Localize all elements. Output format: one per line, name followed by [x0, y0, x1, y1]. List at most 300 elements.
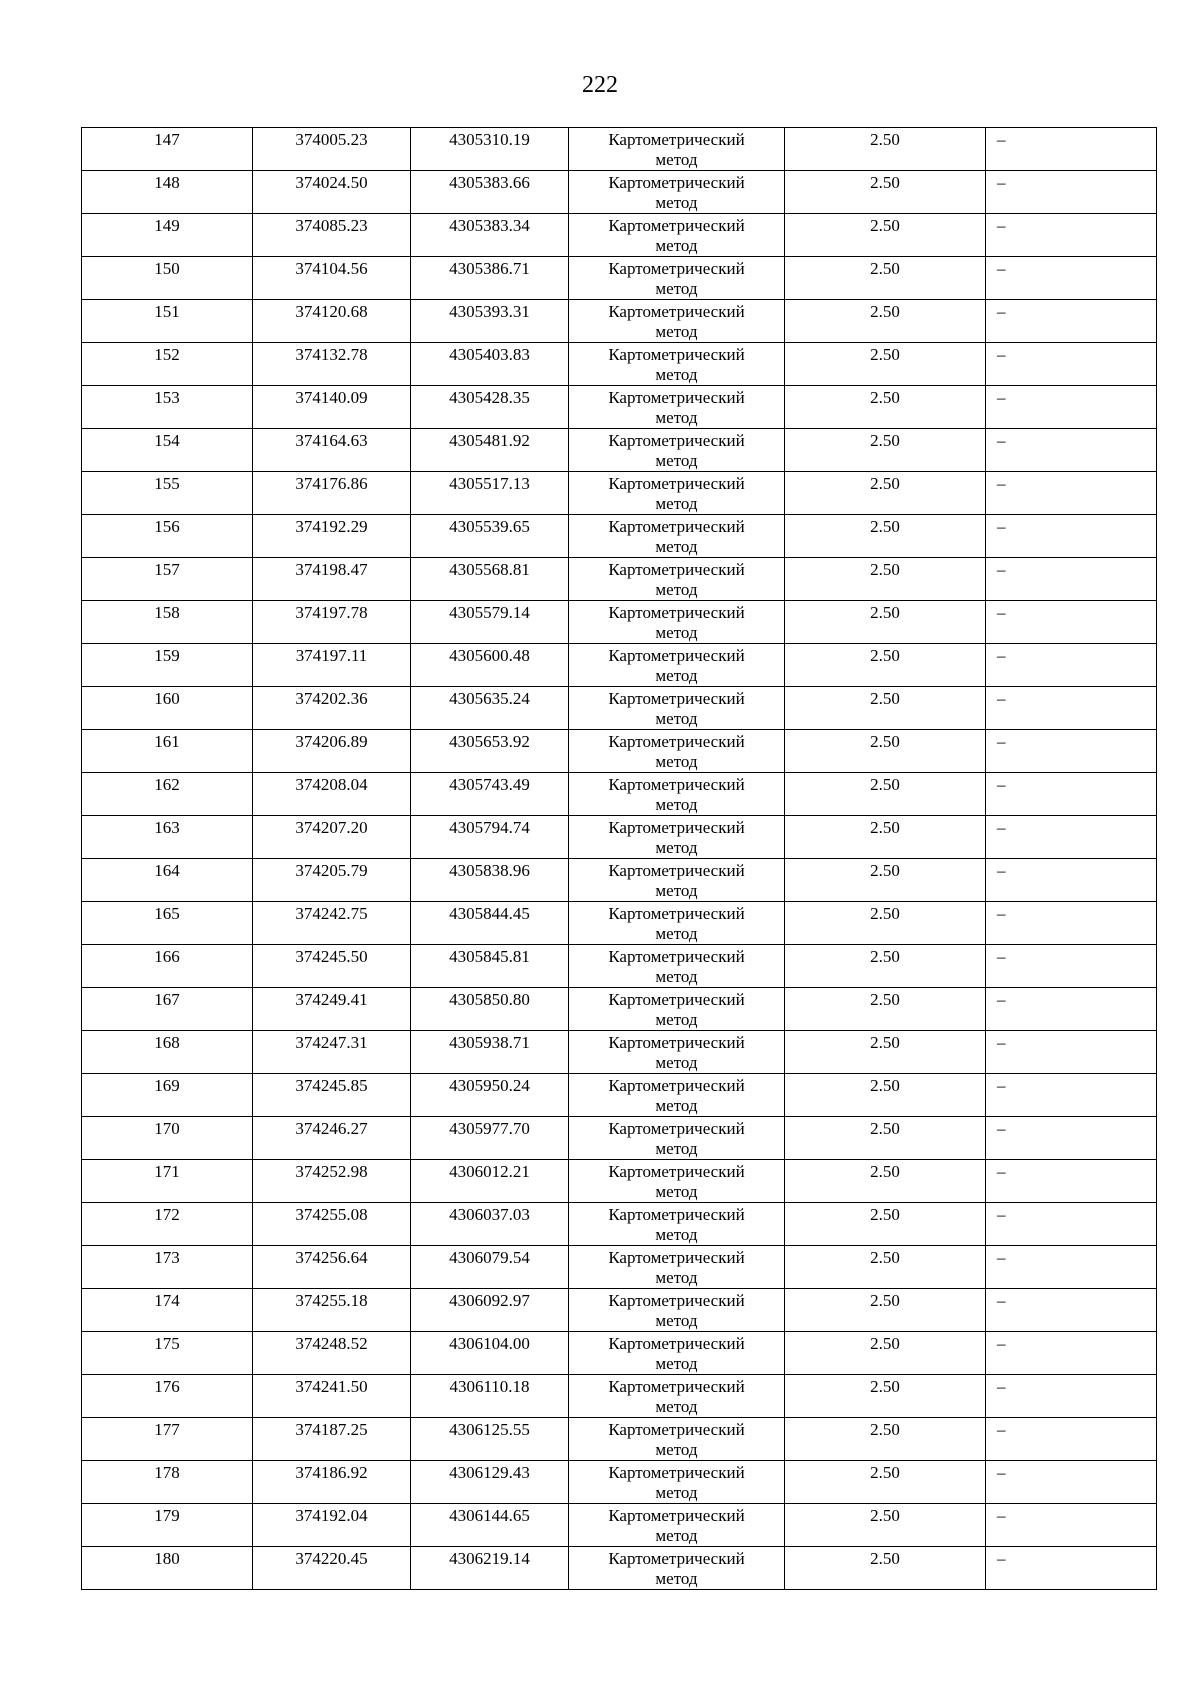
note-cell: – [986, 1160, 1157, 1203]
method-line-1: Картометрический [608, 1076, 745, 1095]
accuracy-cell: 2.50 [785, 1332, 986, 1375]
method-cell [569, 945, 785, 988]
table-row [82, 171, 1157, 214]
point-number-cell: 168 [82, 1031, 253, 1074]
y-coordinate-cell: 4305310.19 [411, 128, 569, 171]
note-cell: – [986, 343, 1157, 386]
method-line-1: Картометрический [608, 1205, 745, 1224]
note-cell: – [986, 171, 1157, 214]
note-cell: – [986, 515, 1157, 558]
method-cell [569, 773, 785, 816]
method-line-2: метод [655, 1010, 698, 1029]
y-coordinate-cell: 4305635.24 [411, 687, 569, 730]
page-number: 222 [582, 72, 618, 98]
point-number-cell: 160 [82, 687, 253, 730]
y-coordinate-cell: 4306219.14 [411, 1547, 569, 1590]
method-line-2: метод [655, 1397, 698, 1416]
point-number-cell: 178 [82, 1461, 253, 1504]
x-coordinate-cell: 374198.47 [253, 558, 411, 601]
table-row [82, 945, 1157, 988]
method-line-1: Картометрический [608, 689, 745, 708]
method-line-2: метод [655, 1354, 698, 1373]
note-cell: – [986, 644, 1157, 687]
table-row [82, 1031, 1157, 1074]
method-line-2: метод [655, 150, 698, 169]
accuracy-cell: 2.50 [785, 902, 986, 945]
method-cell [569, 1375, 785, 1418]
y-coordinate-cell: 4305579.14 [411, 601, 569, 644]
method-line-2: метод [655, 967, 698, 986]
method-line-1: Картометрический [608, 1291, 745, 1310]
table-row [82, 1418, 1157, 1461]
point-number-cell: 166 [82, 945, 253, 988]
note-cell: – [986, 730, 1157, 773]
table-row [82, 343, 1157, 386]
point-number-cell: 167 [82, 988, 253, 1031]
method-cell [569, 171, 785, 214]
accuracy-cell: 2.50 [785, 601, 986, 644]
x-coordinate-cell: 374252.98 [253, 1160, 411, 1203]
note-cell: – [986, 816, 1157, 859]
table-row [82, 1332, 1157, 1375]
accuracy-cell: 2.50 [785, 1375, 986, 1418]
x-coordinate-cell: 374208.04 [253, 773, 411, 816]
method-cell [569, 300, 785, 343]
note-cell: – [986, 1074, 1157, 1117]
point-number-cell: 156 [82, 515, 253, 558]
method-line-1: Картометрический [608, 560, 745, 579]
table-row [82, 773, 1157, 816]
x-coordinate-cell: 374176.86 [253, 472, 411, 515]
coordinates-table [81, 127, 1157, 1590]
method-cell [569, 687, 785, 730]
table-row [82, 300, 1157, 343]
accuracy-cell: 2.50 [785, 644, 986, 687]
point-number-cell: 153 [82, 386, 253, 429]
table-row [82, 1547, 1157, 1590]
x-coordinate-cell: 374187.25 [253, 1418, 411, 1461]
accuracy-cell: 2.50 [785, 687, 986, 730]
method-line-1: Картометрический [608, 216, 745, 235]
y-coordinate-cell: 4306012.21 [411, 1160, 569, 1203]
method-cell [569, 859, 785, 902]
accuracy-cell: 2.50 [785, 1289, 986, 1332]
point-number-cell: 149 [82, 214, 253, 257]
accuracy-cell: 2.50 [785, 945, 986, 988]
note-cell: – [986, 687, 1157, 730]
method-cell [569, 472, 785, 515]
method-line-1: Картометрический [608, 947, 745, 966]
method-line-2: метод [655, 322, 698, 341]
point-number-cell: 169 [82, 1074, 253, 1117]
table-row [82, 644, 1157, 687]
note-cell: – [986, 1332, 1157, 1375]
note-cell: – [986, 1547, 1157, 1590]
x-coordinate-cell: 374245.50 [253, 945, 411, 988]
method-line-2: метод [655, 1225, 698, 1244]
note-cell: – [986, 214, 1157, 257]
y-coordinate-cell: 4305568.81 [411, 558, 569, 601]
point-number-cell: 163 [82, 816, 253, 859]
note-cell: – [986, 300, 1157, 343]
method-cell [569, 558, 785, 601]
accuracy-cell: 2.50 [785, 1117, 986, 1160]
method-line-1: Картометрический [608, 904, 745, 923]
table-row [82, 988, 1157, 1031]
point-number-cell: 176 [82, 1375, 253, 1418]
y-coordinate-cell: 4305743.49 [411, 773, 569, 816]
method-line-2: метод [655, 924, 698, 943]
point-number-cell: 177 [82, 1418, 253, 1461]
y-coordinate-cell: 4306079.54 [411, 1246, 569, 1289]
note-cell: – [986, 1031, 1157, 1074]
note-cell: – [986, 1289, 1157, 1332]
y-coordinate-cell: 4305844.45 [411, 902, 569, 945]
accuracy-cell: 2.50 [785, 1031, 986, 1074]
method-cell [569, 1246, 785, 1289]
x-coordinate-cell: 374207.20 [253, 816, 411, 859]
method-line-1: Картометрический [608, 388, 745, 407]
note-cell: – [986, 902, 1157, 945]
method-line-2: метод [655, 838, 698, 857]
y-coordinate-cell: 4305838.96 [411, 859, 569, 902]
point-number-cell: 158 [82, 601, 253, 644]
method-line-1: Картометрический [608, 818, 745, 837]
method-line-2: метод [655, 1569, 698, 1588]
method-cell [569, 214, 785, 257]
method-line-2: метод [655, 451, 698, 470]
accuracy-cell: 2.50 [785, 730, 986, 773]
note-cell: – [986, 257, 1157, 300]
point-number-cell: 147 [82, 128, 253, 171]
x-coordinate-cell: 374245.85 [253, 1074, 411, 1117]
method-cell [569, 429, 785, 472]
method-line-2: метод [655, 408, 698, 427]
x-coordinate-cell: 374246.27 [253, 1117, 411, 1160]
method-line-1: Картометрический [608, 1420, 745, 1439]
y-coordinate-cell: 4306092.97 [411, 1289, 569, 1332]
point-number-cell: 162 [82, 773, 253, 816]
point-number-cell: 174 [82, 1289, 253, 1332]
x-coordinate-cell: 374197.78 [253, 601, 411, 644]
note-cell: – [986, 1504, 1157, 1547]
method-line-1: Картометрический [608, 1463, 745, 1482]
accuracy-cell: 2.50 [785, 988, 986, 1031]
method-line-1: Картометрический [608, 517, 745, 536]
note-cell: – [986, 1418, 1157, 1461]
table-row [82, 902, 1157, 945]
x-coordinate-cell: 374104.56 [253, 257, 411, 300]
method-line-1: Картометрический [608, 1248, 745, 1267]
point-number-cell: 164 [82, 859, 253, 902]
method-line-2: метод [655, 1139, 698, 1158]
method-cell [569, 601, 785, 644]
note-cell: – [986, 773, 1157, 816]
y-coordinate-cell: 4305950.24 [411, 1074, 569, 1117]
point-number-cell: 150 [82, 257, 253, 300]
x-coordinate-cell: 374206.89 [253, 730, 411, 773]
table-row [82, 515, 1157, 558]
point-number-cell: 154 [82, 429, 253, 472]
x-coordinate-cell: 374241.50 [253, 1375, 411, 1418]
accuracy-cell: 2.50 [785, 1418, 986, 1461]
method-cell [569, 730, 785, 773]
point-number-cell: 152 [82, 343, 253, 386]
y-coordinate-cell: 4306125.55 [411, 1418, 569, 1461]
method-line-1: Картометрический [608, 1506, 745, 1525]
x-coordinate-cell: 374197.11 [253, 644, 411, 687]
x-coordinate-cell: 374247.31 [253, 1031, 411, 1074]
y-coordinate-cell: 4305600.48 [411, 644, 569, 687]
method-cell [569, 1031, 785, 1074]
accuracy-cell: 2.50 [785, 859, 986, 902]
method-cell [569, 1461, 785, 1504]
y-coordinate-cell: 4305977.70 [411, 1117, 569, 1160]
table-row [82, 816, 1157, 859]
point-number-cell: 151 [82, 300, 253, 343]
method-line-2: метод [655, 1526, 698, 1545]
method-cell [569, 1504, 785, 1547]
method-line-1: Картометрический [608, 1033, 745, 1052]
method-cell [569, 816, 785, 859]
note-cell: – [986, 1117, 1157, 1160]
point-number-cell: 157 [82, 558, 253, 601]
accuracy-cell: 2.50 [785, 128, 986, 171]
method-line-2: метод [655, 537, 698, 556]
y-coordinate-cell: 4305393.31 [411, 300, 569, 343]
accuracy-cell: 2.50 [785, 429, 986, 472]
method-cell [569, 644, 785, 687]
note-cell: – [986, 558, 1157, 601]
method-line-1: Картометрический [608, 1377, 745, 1396]
accuracy-cell: 2.50 [785, 515, 986, 558]
point-number-cell: 175 [82, 1332, 253, 1375]
note-cell: – [986, 429, 1157, 472]
method-line-1: Картометрический [608, 732, 745, 751]
method-line-2: метод [655, 623, 698, 642]
accuracy-cell: 2.50 [785, 214, 986, 257]
point-number-cell: 159 [82, 644, 253, 687]
y-coordinate-cell: 4305850.80 [411, 988, 569, 1031]
method-line-2: метод [655, 1440, 698, 1459]
method-cell [569, 902, 785, 945]
y-coordinate-cell: 4305517.13 [411, 472, 569, 515]
table-row [82, 1461, 1157, 1504]
note-cell: – [986, 945, 1157, 988]
method-cell [569, 1418, 785, 1461]
y-coordinate-cell: 4305403.83 [411, 343, 569, 386]
note-cell: – [986, 1203, 1157, 1246]
coordinates-table-body [82, 128, 1157, 1590]
x-coordinate-cell: 374186.92 [253, 1461, 411, 1504]
x-coordinate-cell: 374248.52 [253, 1332, 411, 1375]
y-coordinate-cell: 4306144.65 [411, 1504, 569, 1547]
y-coordinate-cell: 4306037.03 [411, 1203, 569, 1246]
method-cell [569, 1332, 785, 1375]
x-coordinate-cell: 374024.50 [253, 171, 411, 214]
accuracy-cell: 2.50 [785, 773, 986, 816]
point-number-cell: 180 [82, 1547, 253, 1590]
table-row [82, 1246, 1157, 1289]
y-coordinate-cell: 4305845.81 [411, 945, 569, 988]
y-coordinate-cell: 4305539.65 [411, 515, 569, 558]
method-cell [569, 515, 785, 558]
method-line-1: Картометрический [608, 861, 745, 880]
table-row [82, 1203, 1157, 1246]
point-number-cell: 170 [82, 1117, 253, 1160]
method-line-1: Картометрический [608, 990, 745, 1009]
method-line-2: метод [655, 279, 698, 298]
method-line-2: метод [655, 1053, 698, 1072]
method-cell [569, 988, 785, 1031]
method-line-1: Картометрический [608, 1119, 745, 1138]
x-coordinate-cell: 374249.41 [253, 988, 411, 1031]
y-coordinate-cell: 4306110.18 [411, 1375, 569, 1418]
accuracy-cell: 2.50 [785, 1074, 986, 1117]
x-coordinate-cell: 374120.68 [253, 300, 411, 343]
table-row [82, 257, 1157, 300]
x-coordinate-cell: 374140.09 [253, 386, 411, 429]
method-line-2: метод [655, 365, 698, 384]
accuracy-cell: 2.50 [785, 472, 986, 515]
x-coordinate-cell: 374242.75 [253, 902, 411, 945]
method-cell [569, 1074, 785, 1117]
method-cell [569, 1289, 785, 1332]
accuracy-cell: 2.50 [785, 1461, 986, 1504]
method-line-1: Картометрический [608, 474, 745, 493]
method-cell [569, 1203, 785, 1246]
note-cell: – [986, 386, 1157, 429]
table-row [82, 558, 1157, 601]
x-coordinate-cell: 374255.08 [253, 1203, 411, 1246]
method-line-2: метод [655, 1268, 698, 1287]
x-coordinate-cell: 374192.29 [253, 515, 411, 558]
table-row [82, 687, 1157, 730]
note-cell: – [986, 859, 1157, 902]
x-coordinate-cell: 374005.23 [253, 128, 411, 171]
note-cell: – [986, 1461, 1157, 1504]
method-line-1: Картометрический [608, 1334, 745, 1353]
table-row [82, 859, 1157, 902]
note-cell: – [986, 128, 1157, 171]
method-cell [569, 386, 785, 429]
method-line-2: метод [655, 236, 698, 255]
method-cell [569, 343, 785, 386]
table-row [82, 1504, 1157, 1547]
note-cell: – [986, 1375, 1157, 1418]
x-coordinate-cell: 374220.45 [253, 1547, 411, 1590]
x-coordinate-cell: 374132.78 [253, 343, 411, 386]
table-row [82, 1074, 1157, 1117]
accuracy-cell: 2.50 [785, 386, 986, 429]
y-coordinate-cell: 4305383.34 [411, 214, 569, 257]
note-cell: – [986, 1246, 1157, 1289]
point-number-cell: 155 [82, 472, 253, 515]
note-cell: – [986, 472, 1157, 515]
y-coordinate-cell: 4305938.71 [411, 1031, 569, 1074]
table-row [82, 1375, 1157, 1418]
table-row [82, 1289, 1157, 1332]
method-line-1: Картометрический [608, 431, 745, 450]
y-coordinate-cell: 4305383.66 [411, 171, 569, 214]
accuracy-cell: 2.50 [785, 1246, 986, 1289]
point-number-cell: 148 [82, 171, 253, 214]
table-row [82, 1160, 1157, 1203]
point-number-cell: 161 [82, 730, 253, 773]
y-coordinate-cell: 4305428.35 [411, 386, 569, 429]
point-number-cell: 171 [82, 1160, 253, 1203]
accuracy-cell: 2.50 [785, 1160, 986, 1203]
method-line-1: Картометрический [608, 345, 745, 364]
accuracy-cell: 2.50 [785, 1504, 986, 1547]
method-cell [569, 1117, 785, 1160]
method-line-2: метод [655, 709, 698, 728]
table-row [82, 429, 1157, 472]
point-number-cell: 173 [82, 1246, 253, 1289]
method-line-1: Картометрический [608, 302, 745, 321]
accuracy-cell: 2.50 [785, 1203, 986, 1246]
y-coordinate-cell: 4305481.92 [411, 429, 569, 472]
method-line-1: Картометрический [608, 259, 745, 278]
table-row [82, 214, 1157, 257]
point-number-cell: 172 [82, 1203, 253, 1246]
method-cell [569, 1160, 785, 1203]
method-line-1: Картометрический [608, 130, 745, 149]
x-coordinate-cell: 374255.18 [253, 1289, 411, 1332]
accuracy-cell: 2.50 [785, 257, 986, 300]
accuracy-cell: 2.50 [785, 300, 986, 343]
accuracy-cell: 2.50 [785, 171, 986, 214]
method-line-1: Картометрический [608, 1162, 745, 1181]
method-line-1: Картометрический [608, 173, 745, 192]
y-coordinate-cell: 4306129.43 [411, 1461, 569, 1504]
table-row [82, 601, 1157, 644]
method-line-1: Картометрический [608, 646, 745, 665]
y-coordinate-cell: 4305653.92 [411, 730, 569, 773]
method-line-2: метод [655, 881, 698, 900]
accuracy-cell: 2.50 [785, 343, 986, 386]
method-line-2: метод [655, 795, 698, 814]
method-line-1: Картометрический [608, 1549, 745, 1568]
method-line-2: метод [655, 1483, 698, 1502]
x-coordinate-cell: 374164.63 [253, 429, 411, 472]
point-number-cell: 165 [82, 902, 253, 945]
x-coordinate-cell: 374085.23 [253, 214, 411, 257]
note-cell: – [986, 601, 1157, 644]
table-row [82, 730, 1157, 773]
y-coordinate-cell: 4305794.74 [411, 816, 569, 859]
method-line-2: метод [655, 193, 698, 212]
point-number-cell: 179 [82, 1504, 253, 1547]
table-row [82, 472, 1157, 515]
x-coordinate-cell: 374205.79 [253, 859, 411, 902]
accuracy-cell: 2.50 [785, 558, 986, 601]
method-line-2: метод [655, 752, 698, 771]
method-cell [569, 1547, 785, 1590]
method-line-2: метод [655, 494, 698, 513]
method-line-1: Картометрический [608, 775, 745, 794]
method-line-1: Картометрический [608, 603, 745, 622]
method-cell [569, 257, 785, 300]
accuracy-cell: 2.50 [785, 1547, 986, 1590]
method-line-2: метод [655, 666, 698, 685]
accuracy-cell: 2.50 [785, 816, 986, 859]
method-line-2: метод [655, 1311, 698, 1330]
y-coordinate-cell: 4305386.71 [411, 257, 569, 300]
method-line-2: метод [655, 580, 698, 599]
y-coordinate-cell: 4306104.00 [411, 1332, 569, 1375]
table-row [82, 1117, 1157, 1160]
